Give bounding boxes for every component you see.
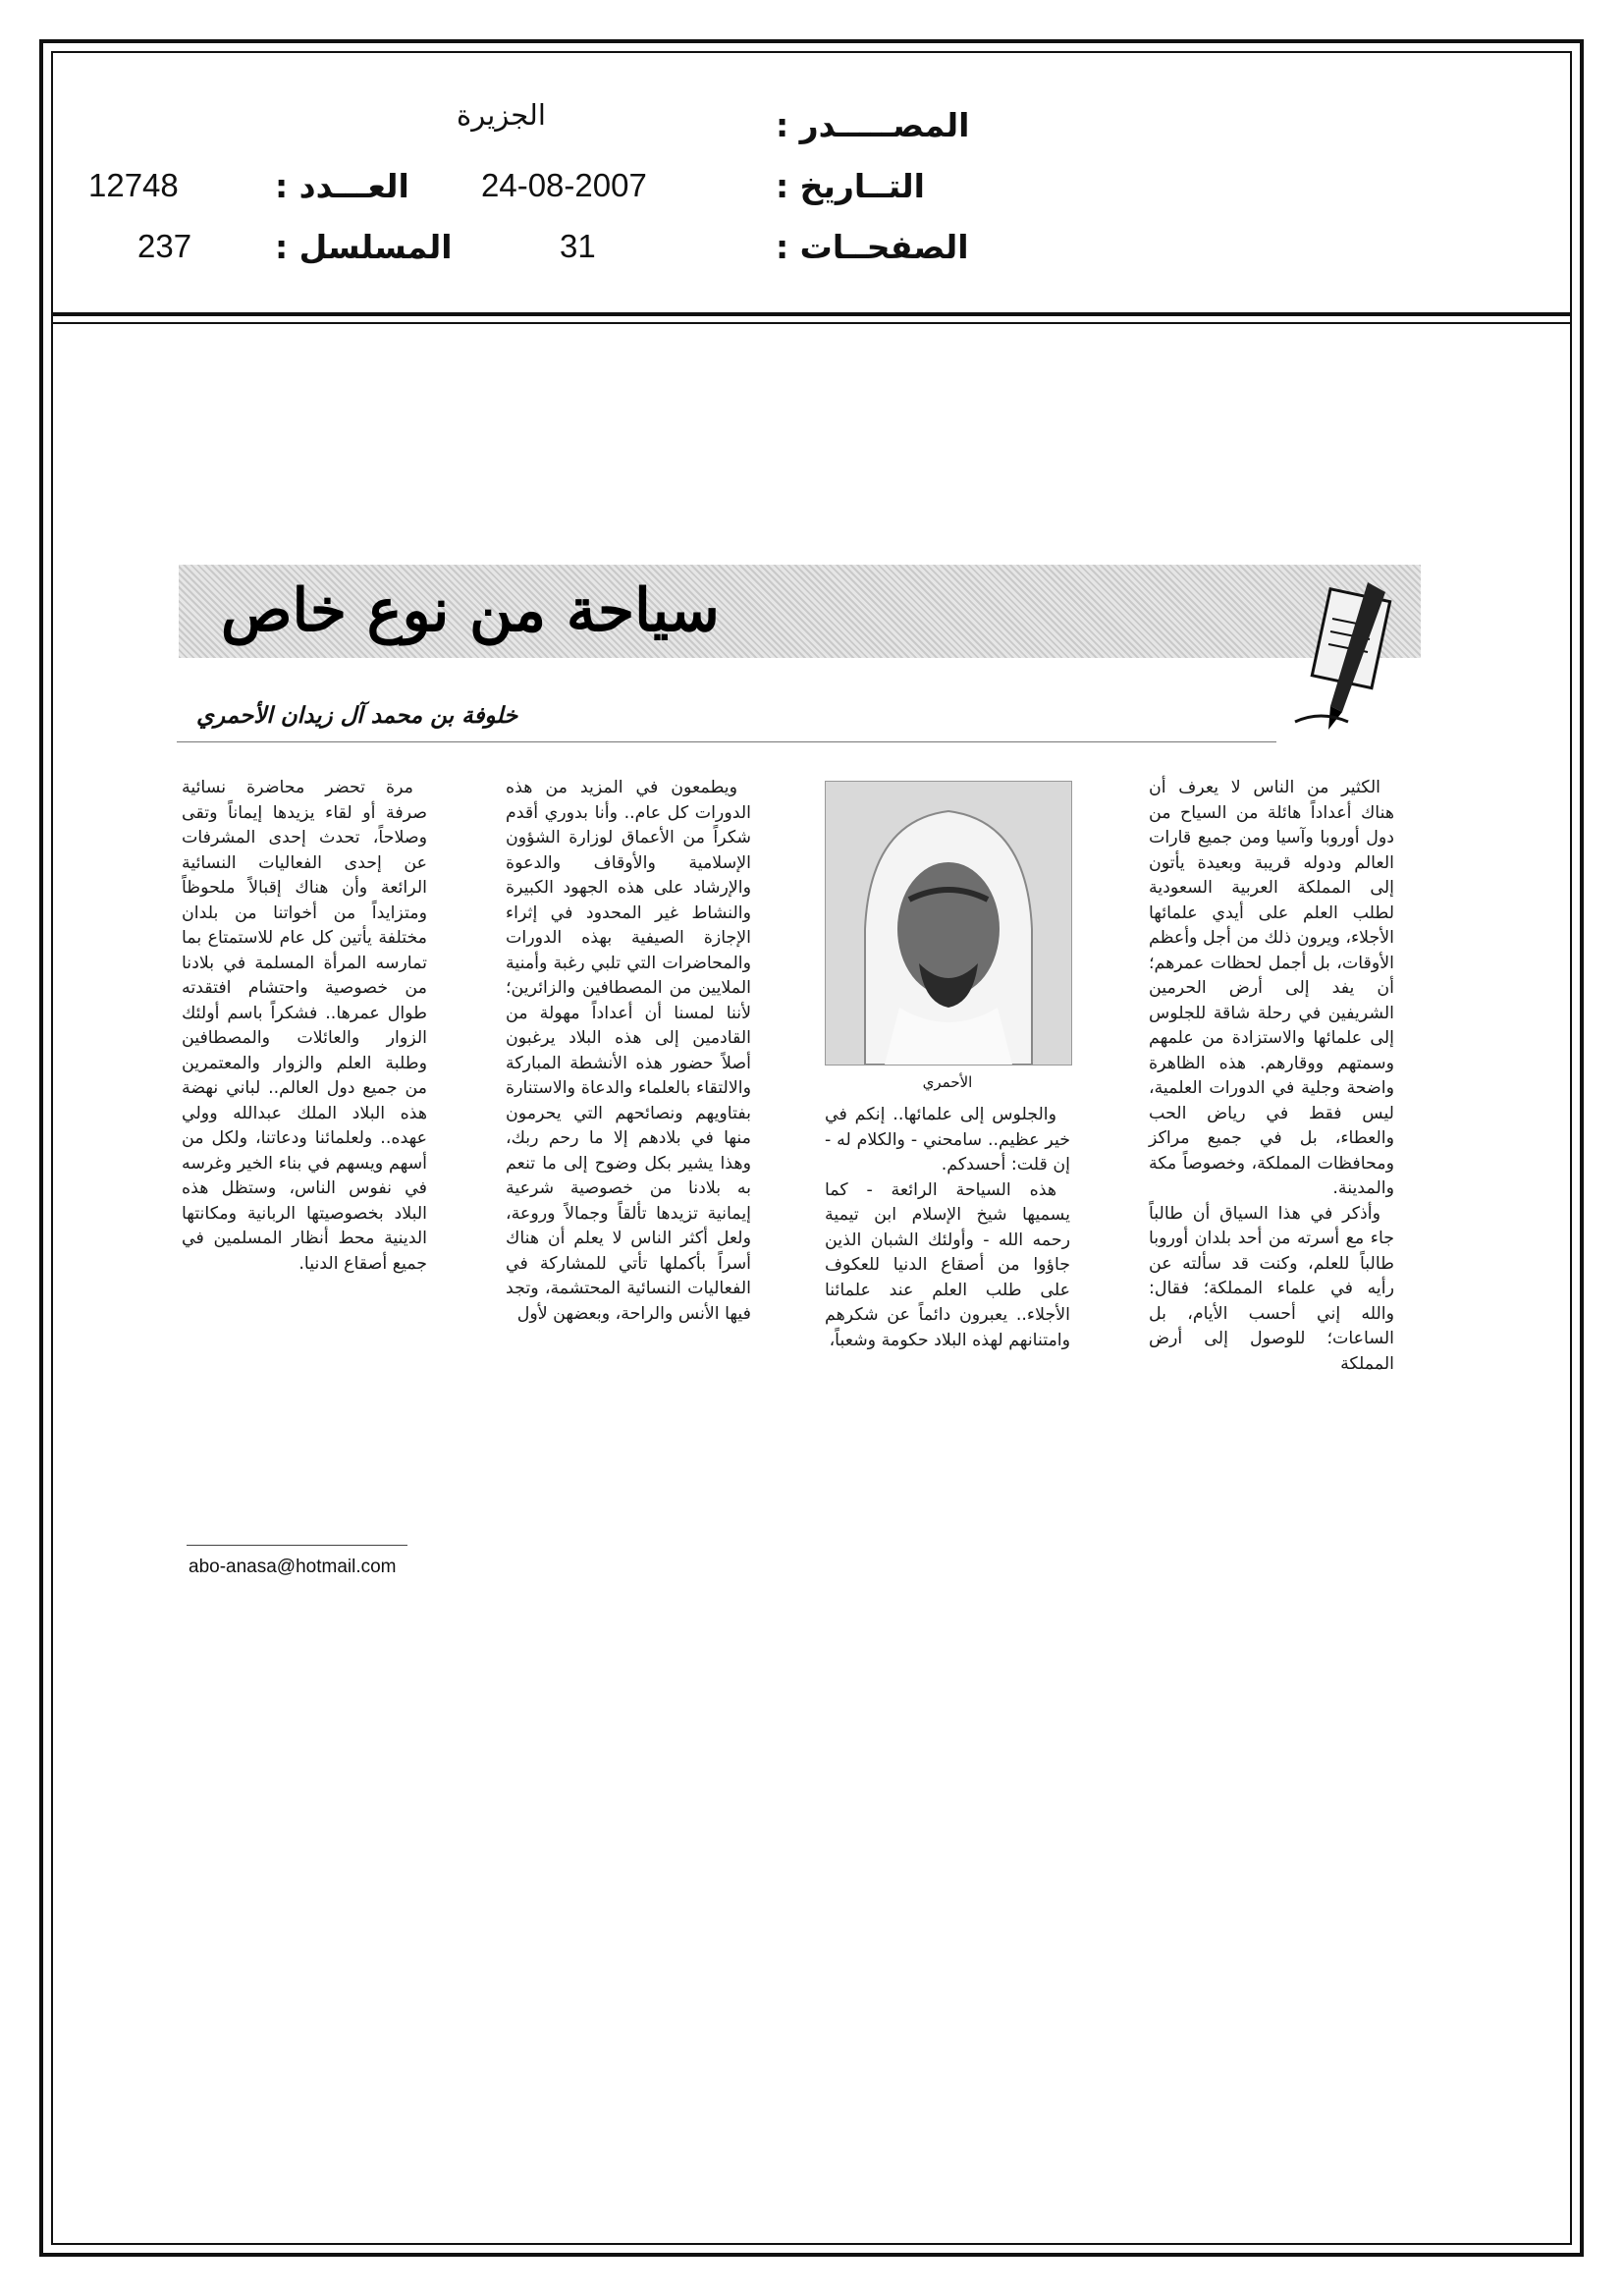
- serial-value: 237: [137, 228, 192, 264]
- article-column-4: [182, 776, 427, 1277]
- photo-caption: الأحمري: [922, 1073, 973, 1091]
- pages-value: 31: [560, 228, 596, 264]
- article-byline: خلوفة بن محمد آل زيدان الأحمري: [196, 702, 518, 729]
- header-divider-thin: [51, 322, 1572, 324]
- issue-label: العـــدد :: [275, 167, 409, 205]
- serial-label: المسلسل :: [275, 228, 453, 266]
- date-value: 24-08-2007: [481, 167, 647, 203]
- paragraph: الكثير من الناس لا يعرف أن هناك أعداداً هائلة من السياح من دول أوروبا وآسيا ومن جميع قارات العالم ودوله قريبة وبعيدة يأتون إلى المملكة العربية السعودية لطلب العلم على أيدي علمائها الأجلاء، ويرون ذلك من أجل وأعظم الأوقات، بل أجمل لحظات عمرهم؛ أن يفد إلى أرض الحرمين الشريفين في رحلة شاقة للجلوس إلى علمائها والاستزادة من علمهم وسمتهم ووقارهم. هذه الظاهرة واضحة وجلية في الدورات العلمية، ليس فقط في رياض الحب والعطاء، بل في جميع مراكز ومحافظات المملكة، وخصوصاً مكة والمدينة.: [1149, 778, 1394, 1198]
- pages-label: الصفحــات :: [776, 228, 969, 266]
- source-label: المصـــــدر :: [776, 106, 970, 144]
- author-photo: [825, 781, 1072, 1066]
- source-value: الجزيرة: [457, 98, 546, 132]
- article-title: سياحة من نوع خاص: [221, 576, 720, 645]
- paragraph: ويطمعون في المزيد من هذه الدورات كل عام.. وأنا بدوري أقدم شكراً من الأعماق لوزارة الشؤون الإسلامية والأوقاف والدعوة والإرشاد على هذه الجهود الكبيرة والنشاط غير المحدود في إثراء الإجازة الصيفية بهذه الدورات والمحاضرات التي تلبي رغبة وأمنية الملايين من المصطافين والزائرين؛ لأننا لمسنا أن أعداداً مهولة من القادمين إلى هذه البلاد يرغبون أصلاً حضور هذه الأنشطة المباركة والالتقاء بالعلماء والدعاة والاستنارة بفتاويهم ونصائحهم التي يحرمون منها في بلادهم إلا ما رحم ربك، وهذا يشير بكل وضوح إلى ما تنعم به بلادنا من خصوصية شرعية إيمانية تزيدها تألقاً وجمالاً وروعة، ولعل أكثر الناس لا يعلم أن هناك أسراً بأكملها تأتي للمشاركة في الفعاليات النسائية المحتشمة، وتجد فيها الأنس والراحة، وبعضهن لأول: [506, 778, 751, 1324]
- byline-divider: [177, 741, 1276, 742]
- header-divider: [51, 312, 1572, 316]
- date-label: التــاريخ :: [776, 167, 925, 205]
- author-email: abo-anasa@hotmail.com: [189, 1557, 397, 1577]
- article-clipping: [167, 565, 1434, 1577]
- paragraph: وأذكر في هذا السياق أن طالباً جاء مع أسرته من أحد بلدان أوروبا طالباً للعلم، وكنت قد سألته عن رأيه في علماء المملكة؛ فقال: والله إني أحسب الأيام، بل الساعات؛ للوصول إلى أرض المملكة: [1149, 1203, 1394, 1374]
- paragraph: والجلوس إلى علمائها.. إنكم في خير عظيم.. سامحني - والكلام له - إن قلت: أحسدكم.: [825, 1105, 1070, 1175]
- signature-divider: [187, 1545, 407, 1546]
- paragraph: مرة تحضر محاضرة نسائية صرفة أو لقاء يزيدها إيماناً وتقى وصلاحاً، تحدث إحدى المشرفات عن إحدى الفعاليات النسائية الرائعة وأن هناك إقبالاً ملحوظاً ومتزايداً من أخواتنا من بلدان مختلفة يأتين كل عام للاستمتاع بما تمارسه المرأة المسلمة في بلادنا من خصوصية واحتشام افتقدته طوال عمرها.. فشكراً باسم أولئك الزوار والعائلات والمصطافين وطلبة العلم والزوار والمعتمرين من جميع دول العالم.. لباني نهضة هذه البلاد الملك عبدالله وولي عهده.. ولعلمائنا ودعاتنا، ولكل من أسهم ويسهم في بناء الخير وغرسه في نفوس الناس، وستظل هذه البلاد بخصوصيتها الربانية ومكانتها الدينية محط أنظار المسلمين في جميع أصقاع الدنيا.: [182, 778, 427, 1274]
- paragraph: هذه السياحة الرائعة - كما يسميها شيخ الإسلام ابن تيمية رحمه الله - وأولئك الشبان الذين جاؤوا من أصقاع الدنيا للعكوف على طلب العلم عند علمائنا الأجلاء.. يعبرون دائماً عن شكرهم وامتنانهم لهذه البلاد حكومة وشعباً،: [825, 1179, 1070, 1350]
- pen-and-paper-icon: [1291, 574, 1409, 732]
- portrait-photo: [826, 782, 1071, 1065]
- article-column-2: [825, 1103, 1070, 1353]
- article-column-3: [506, 776, 751, 1327]
- issue-value: 12748: [88, 167, 179, 203]
- article-column-1: [1149, 776, 1394, 1377]
